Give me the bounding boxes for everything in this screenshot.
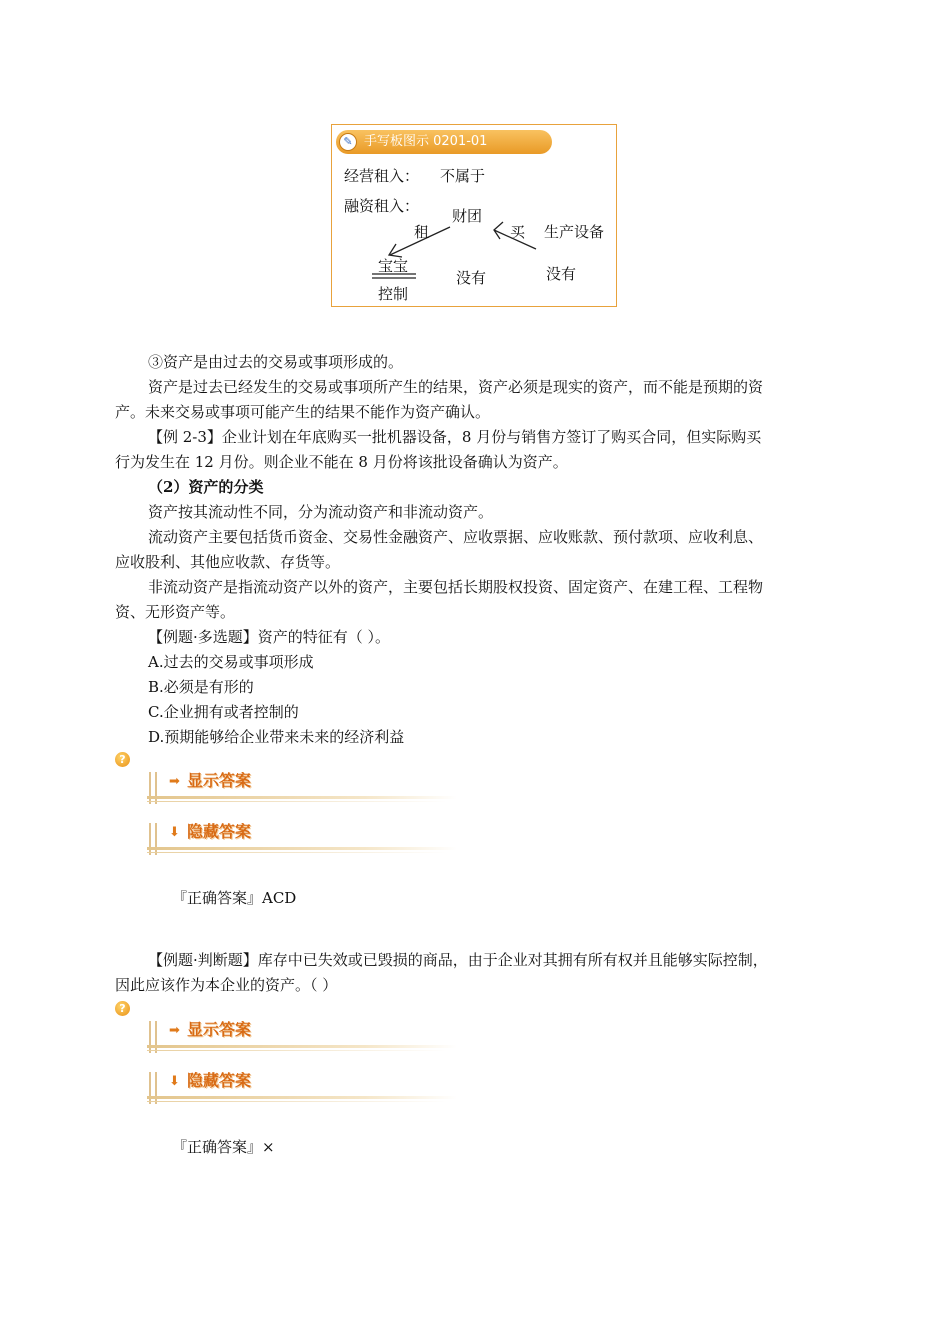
pen-icon: ✎: [339, 133, 357, 151]
show-answer-button-1[interactable]: [147, 768, 457, 806]
board-baobao: 宝宝: [378, 257, 409, 275]
para-5-line-2: 应收股利、其他应收款、存货等。: [115, 553, 341, 571]
board-title: [336, 130, 552, 154]
question-2-line-2: 因此应该作为本企业的资产。（ ）: [115, 976, 338, 994]
board-mai: 买: [510, 223, 526, 241]
para-1: ③资产是由过去的交易或事项形成的。: [148, 353, 404, 371]
question-2-line-1: 【例题·判断题】库存中已失效或已毁损的商品，由于企业对其拥有所有权并且能够实际控制，: [148, 951, 768, 969]
show-answer-label: 显示答案: [187, 1020, 252, 1039]
example-2-3-line-1: 【例 2-3】企业计划在年底购买一批机器设备，8 月份与销售方签订了购买合同，但实际购买: [148, 428, 762, 446]
board-row1-value: 不属于: [440, 167, 486, 185]
para-2-line-2: 产。未来交易或事项可能产生的结果不能作为资产确认。: [115, 403, 491, 421]
question-1-option-d: D.预期能够给企业带来未来的经济利益: [148, 728, 405, 746]
board-kongzhi: 控制: [378, 285, 409, 303]
board-title-text: 手写板图示 0201-01: [364, 134, 488, 149]
show-answer-label: 显示答案: [187, 771, 252, 790]
arrow-down-icon: ⬇: [169, 1074, 180, 1089]
para-5-line-1: 流动资产主要包括货币资金、交易性金融资产、应收票据、应收账款、预付款项、应收利息、: [148, 528, 764, 546]
board-meiyou-1: 没有: [456, 269, 487, 287]
para-6-line-1: 非流动资产是指流动资产以外的资产，主要包括长期股权投资、固定资产、在建工程、工程物: [148, 578, 764, 596]
hide-answer-button-1[interactable]: [147, 819, 457, 857]
help-icon[interactable]: ?: [115, 1001, 130, 1016]
board-row1-label: 经营租入：: [344, 167, 420, 185]
example-2-3-line-2: 行为发生在 12 月份。则企业不能在 8 月份将该批设备确认为资产。: [115, 453, 568, 471]
hide-answer-label: 隐藏答案: [187, 1071, 252, 1090]
answer-1: 『正确答案』ACD: [172, 889, 297, 907]
handwriting-board-figure: [331, 124, 617, 307]
hide-answer-label: 隐藏答案: [187, 822, 252, 841]
board-meiyou-2: 没有: [546, 265, 577, 283]
arrow-right-icon: ➡: [169, 774, 180, 789]
board-row2-label: 融资租入：: [344, 197, 420, 215]
question-1-option-a: A.过去的交易或事项形成: [148, 653, 314, 671]
section-heading: （2）资产的分类: [148, 478, 264, 496]
question-1-option-c: C.企业拥有或者控制的: [148, 703, 299, 721]
question-1: 【例题·多选题】资产的特征有（ ）。: [148, 628, 391, 646]
arrow-down-icon: ⬇: [169, 825, 180, 840]
hide-answer-button-2[interactable]: [147, 1068, 457, 1106]
show-answer-button-2[interactable]: [147, 1017, 457, 1055]
para-2-line-1: 资产是过去已经发生的交易或事项所产生的结果，资产必须是现实的资产，而不能是预期的资: [148, 378, 764, 396]
para-6-line-2: 资、无形资产等。: [115, 603, 236, 621]
question-1-option-b: B.必须是有形的: [148, 678, 254, 696]
board-zu: 租: [414, 223, 430, 241]
help-icon[interactable]: ?: [115, 752, 130, 767]
answer-2: 『正确答案』×: [172, 1138, 275, 1156]
arrow-right-icon: ➡: [169, 1023, 180, 1038]
board-shengchan: 生产设备: [544, 223, 605, 241]
para-4: 资产按其流动性不同，分为流动资产和非流动资产。: [148, 503, 494, 521]
board-caitu: 财团: [452, 207, 483, 225]
